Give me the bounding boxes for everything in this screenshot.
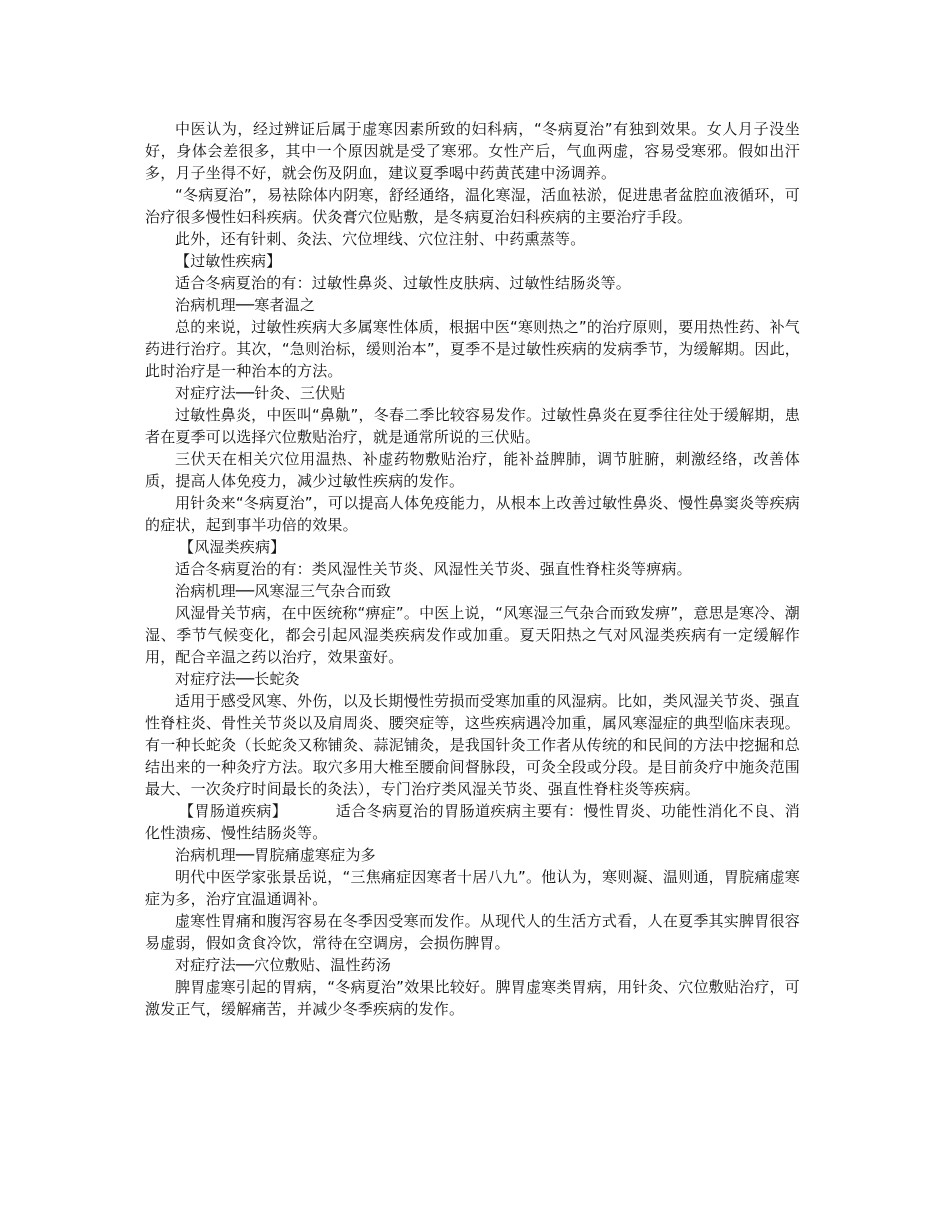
section-heading-rheumatic: 【风湿类疾病】 <box>179 538 286 556</box>
paragraph-allergic-mechanism: 总的来说，过敏性疾病大多属寒性体质，根据中医“寒则热之”的治疗原则，要用热性药、补气药进行治疗。其次，“急则治标，缓则治本”，夏季不是过敏性疾病的发病季节，为缓解期。因此，此时治疗是一种治本的方法。 <box>145 318 800 380</box>
subheading-gastro-therapy: 对症疗法──穴位敷贴、温性药汤 <box>175 956 392 974</box>
paragraph-gynecology-intro: 中医认为，经过辨证后属于虚寒因素所致的妇科病，“冬病夏治”有独到效果。女人月子没坐好，身体会差很多，其中一个原因就是受了寒邪。女性产后，气血两虚，容易受寒邪。假如出汗多，月子坐得不好，就会伤及阴血，建议夏季喝中药黄芪建中汤调养。 <box>145 120 800 182</box>
subheading-rheumatic-therapy: 对症疗法──长蛇灸 <box>175 670 300 688</box>
subheading-allergic-therapy: 对症疗法──针灸、三伏贴 <box>175 384 346 402</box>
paragraph-rheumatic-suitable: 适合冬病夏治的有：类风湿性关节炎、风湿性关节炎、强直性脊柱炎等痹病。 <box>175 560 692 578</box>
subheading-gastro-mechanism: 治病机理──胃脘痛虚寒症为多 <box>175 846 376 864</box>
paragraph-acupuncture: 用针灸来“冬病夏治”，可以提高人体免疫能力，从根本上改善过敏性鼻炎、慢性鼻窦炎等疾病的症状，起到事半功倍的效果。 <box>145 494 800 534</box>
paragraph-gynecology-treatment: “冬病夏治”，易袪除体内阴寒，舒经通络，温化寒湿，活血袪淤，促进患者盆腔血液循环，可治疗很多慢性妇科疾病。伏灸膏穴位贴敷，是冬病夏治妇科疾病的主要治疗手段。 <box>145 186 800 226</box>
paragraph-allergic-suitable: 适合冬病夏治的有：过敏性鼻炎、过敏性皮肤病、过敏性结肠炎等。 <box>175 274 632 292</box>
paragraph-gastro-therapy: 脾胃虚寒引起的胃病，“冬病夏治”效果比较好。脾胃虚寒类胃病，用针灸、穴位敷贴治疗，可激发正气，缓解痛苦，并减少冬季疾病的发作。 <box>145 978 800 1018</box>
paragraph-long-snake-moxibustion: 适用于感受风寒、外伤，以及长期慢性劳损而受寒加重的风湿病。比如，类风湿关节炎、强直性脊柱炎、骨性关节炎以及肩周炎、腰突症等，这些疾病遇冷加重，属风寒湿症的典型临床表现。有一种长蛇灸（长蛇灸又称铺灸、蒜泥铺灸，是我国针灸工作者从传统的和民间的方法中挖掘和总结出来的一种灸疗方法。取穴多用大椎至腰俞间督脉段，可灸全段或分段。是目前灸疗中施灸范围最大、一次灸疗时间最长的灸法），专门治疗类风湿关节炎、强直性脊柱炎等疾病。 <box>145 692 800 798</box>
subheading-allergic-mechanism: 治病机理──寒者温之 <box>175 296 316 314</box>
document-body <box>145 118 800 1020</box>
paragraph-gastro-suitable: 适合冬病夏治的胃肠道疾病主要有：慢性胃炎、功能性消化不良、消化性溃疡、慢性结肠炎等。 <box>145 802 800 842</box>
paragraph-gynecology-other-methods: 此外，还有针刺、灸法、穴位埋线、穴位注射、中药熏蒸等。 <box>175 230 586 248</box>
paragraph-sanfu-patch: 三伏天在相关穴位用温热、补虚药物敷贴治疗，能补益脾肺，调节脏腑，刺激经络，改善体质，提高人体免疫力，减少过敏性疾病的发作。 <box>145 450 800 490</box>
paragraph-gastro-mechanism: 明代中医学家张景岳说，“三焦痛症因寒者十居八九”。他认为，寒则凝、温则通，胃脘痛虚寒症为多，治疗宜温通调补。 <box>145 868 800 908</box>
subheading-rheumatic-mechanism: 治病机理──风寒湿三气杂合而致 <box>175 582 392 600</box>
paragraph-gastro-lifestyle: 虚寒性胃痛和腹泻容易在冬季因受寒而发作。从现代人的生活方式看，人在夏季其实脾胃很容易虚弱，假如贪食冷饮，常待在空调房，会损伤脾胃。 <box>145 912 800 952</box>
section-heading-gastro: 【胃肠道疾病】 <box>179 802 288 820</box>
paragraph-rheumatic-mechanism: 风湿骨关节病，在中医统称“痹症”。中医上说，“风寒湿三气杂合而致发痹”，意思是寒冷、潮湿、季节气候变化，都会引起风湿类疾病发作或加重。夏天阳热之气对风湿类疾病有一定缓解作用，配合辛温之药以治疗，效果蛮好。 <box>145 604 800 666</box>
section-heading-allergic: 【过敏性疾病】 <box>175 252 282 270</box>
paragraph-allergic-rhinitis: 过敏性鼻炎，中医叫“鼻鼽”，冬春二季比较容易发作。过敏性鼻炎在夏季往往处于缓解期，患者在夏季可以选择穴位敷贴治疗，就是通常所说的三伏贴。 <box>145 406 800 446</box>
section-gastro <box>145 800 800 844</box>
